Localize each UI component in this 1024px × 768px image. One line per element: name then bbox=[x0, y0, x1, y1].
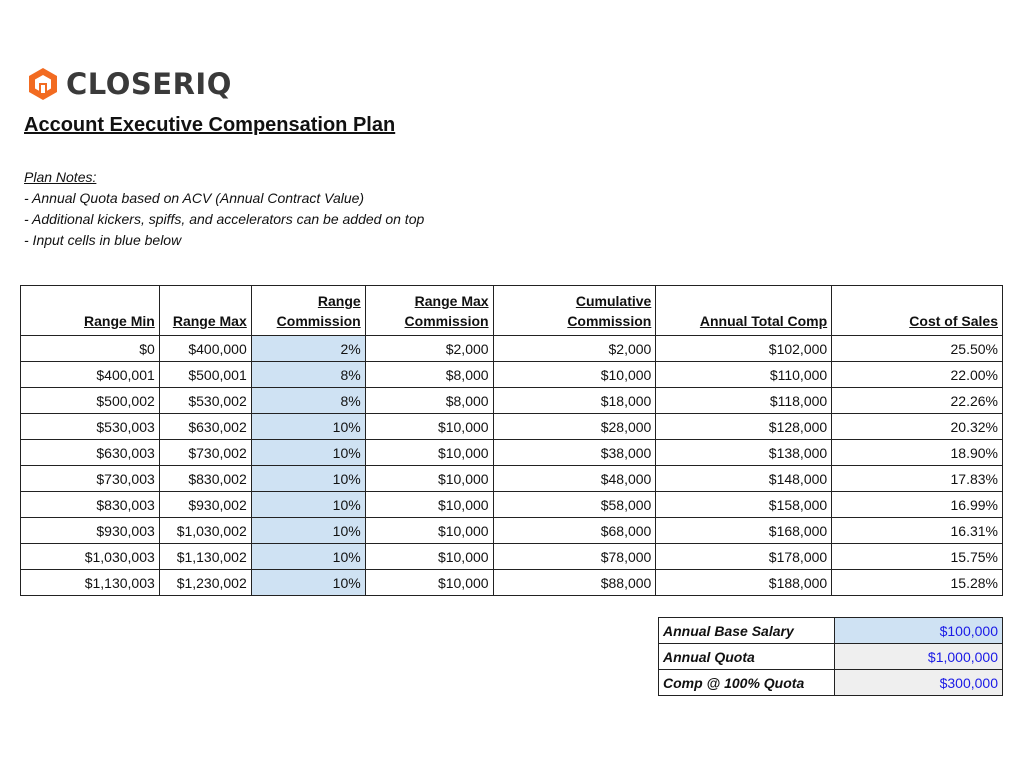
commission-table-body bbox=[21, 336, 1003, 596]
base-salary-value[interactable]: $100,000 bbox=[835, 618, 1003, 644]
table-row bbox=[21, 362, 1003, 388]
cumulative-commission-cell[interactable]: $10,000 bbox=[493, 362, 656, 388]
range-min-cell[interactable]: $730,003 bbox=[21, 466, 160, 492]
base-salary-label[interactable]: Annual Base Salary bbox=[659, 618, 835, 644]
annual-total-comp-cell[interactable]: $158,000 bbox=[656, 492, 832, 518]
cumulative-commission-cell[interactable]: $78,000 bbox=[493, 544, 656, 570]
range-commission-cell[interactable]: 10% bbox=[251, 518, 365, 544]
annual-total-comp-cell[interactable]: $168,000 bbox=[656, 518, 832, 544]
range-min-cell[interactable]: $930,003 bbox=[21, 518, 160, 544]
annual-total-comp-cell[interactable]: $148,000 bbox=[656, 466, 832, 492]
range-min-cell[interactable]: $530,003 bbox=[21, 414, 160, 440]
range-max-cell[interactable]: $500,001 bbox=[159, 362, 251, 388]
range-max-commission-cell[interactable]: $8,000 bbox=[365, 388, 493, 414]
cost-of-sales-cell[interactable]: 15.28% bbox=[832, 570, 1003, 596]
range-commission-cell[interactable]: 2% bbox=[251, 336, 365, 362]
table-row bbox=[21, 518, 1003, 544]
range-max-commission-cell[interactable]: $10,000 bbox=[365, 466, 493, 492]
comp-at-quota-value[interactable]: $300,000 bbox=[835, 670, 1003, 696]
brand-name: CLOSERIQ bbox=[66, 67, 232, 101]
range-min-cell[interactable]: $0 bbox=[21, 336, 160, 362]
table-row bbox=[21, 544, 1003, 570]
range-max-cell[interactable]: $1,030,002 bbox=[159, 518, 251, 544]
range-commission-cell[interactable]: 10% bbox=[251, 466, 365, 492]
range-commission-cell[interactable]: 10% bbox=[251, 544, 365, 570]
table-row bbox=[21, 414, 1003, 440]
range-max-commission-cell[interactable]: $10,000 bbox=[365, 518, 493, 544]
range-max-cell[interactable]: $730,002 bbox=[159, 440, 251, 466]
summary-row-comp bbox=[659, 670, 1003, 696]
header-cost-of-sales[interactable]: Cost of Sales bbox=[832, 286, 1003, 336]
header-range-max[interactable]: Range Max bbox=[159, 286, 251, 336]
cumulative-commission-cell[interactable]: $48,000 bbox=[493, 466, 656, 492]
range-max-commission-cell[interactable]: $10,000 bbox=[365, 414, 493, 440]
range-commission-cell[interactable]: 8% bbox=[251, 362, 365, 388]
cumulative-commission-cell[interactable]: $68,000 bbox=[493, 518, 656, 544]
annual-total-comp-cell[interactable]: $110,000 bbox=[656, 362, 832, 388]
cumulative-commission-cell[interactable]: $38,000 bbox=[493, 440, 656, 466]
range-max-commission-cell[interactable]: $10,000 bbox=[365, 570, 493, 596]
range-min-cell[interactable]: $630,003 bbox=[21, 440, 160, 466]
comp-at-quota-label[interactable]: Comp @ 100% Quota bbox=[659, 670, 835, 696]
range-max-commission-cell[interactable]: $10,000 bbox=[365, 544, 493, 570]
summary-row-base-salary bbox=[659, 618, 1003, 644]
header-cumulative-commission[interactable]: Cumulative Commission bbox=[493, 286, 656, 336]
range-max-commission-cell[interactable]: $10,000 bbox=[365, 492, 493, 518]
range-min-cell[interactable]: $500,002 bbox=[21, 388, 160, 414]
header-range-max-commission[interactable]: Range Max Commission bbox=[365, 286, 493, 336]
cost-of-sales-cell[interactable]: 22.26% bbox=[832, 388, 1003, 414]
closeriq-logo-icon bbox=[26, 66, 60, 102]
range-max-commission-cell[interactable]: $10,000 bbox=[365, 440, 493, 466]
range-max-cell[interactable]: $630,002 bbox=[159, 414, 251, 440]
cost-of-sales-cell[interactable]: 16.31% bbox=[832, 518, 1003, 544]
summary-row-quota bbox=[659, 644, 1003, 670]
annual-total-comp-cell[interactable]: $188,000 bbox=[656, 570, 832, 596]
cost-of-sales-cell[interactable]: 15.75% bbox=[832, 544, 1003, 570]
annual-total-comp-cell[interactable]: $102,000 bbox=[656, 336, 832, 362]
plan-note-item: - Input cells in blue below bbox=[24, 232, 182, 248]
range-min-cell[interactable]: $1,130,003 bbox=[21, 570, 160, 596]
header-range-commission[interactable]: Range Commission bbox=[251, 286, 365, 336]
annual-total-comp-cell[interactable]: $178,000 bbox=[656, 544, 832, 570]
annual-total-comp-cell[interactable]: $128,000 bbox=[656, 414, 832, 440]
range-commission-cell[interactable]: 10% bbox=[251, 492, 365, 518]
range-max-cell[interactable]: $530,002 bbox=[159, 388, 251, 414]
cost-of-sales-cell[interactable]: 22.00% bbox=[832, 362, 1003, 388]
table-row bbox=[21, 388, 1003, 414]
cost-of-sales-cell[interactable]: 18.90% bbox=[832, 440, 1003, 466]
header-range-min[interactable]: Range Min bbox=[21, 286, 160, 336]
annual-total-comp-cell[interactable]: $118,000 bbox=[656, 388, 832, 414]
range-max-cell[interactable]: $400,000 bbox=[159, 336, 251, 362]
range-max-cell[interactable]: $1,230,002 bbox=[159, 570, 251, 596]
header-annual-total-comp[interactable]: Annual Total Comp bbox=[656, 286, 832, 336]
cumulative-commission-cell[interactable]: $18,000 bbox=[493, 388, 656, 414]
brand-logo bbox=[26, 66, 232, 102]
cumulative-commission-cell[interactable]: $28,000 bbox=[493, 414, 656, 440]
range-min-cell[interactable]: $1,030,003 bbox=[21, 544, 160, 570]
cumulative-commission-cell[interactable]: $88,000 bbox=[493, 570, 656, 596]
range-max-cell[interactable]: $1,130,002 bbox=[159, 544, 251, 570]
cost-of-sales-cell[interactable]: 17.83% bbox=[832, 466, 1003, 492]
plan-notes bbox=[24, 167, 424, 251]
table-row bbox=[21, 492, 1003, 518]
cost-of-sales-cell[interactable]: 25.50% bbox=[832, 336, 1003, 362]
plan-note-item: - Additional kickers, spiffs, and accelerators can be added on top bbox=[24, 211, 425, 227]
range-commission-cell[interactable]: 10% bbox=[251, 440, 365, 466]
annual-total-comp-cell[interactable]: $138,000 bbox=[656, 440, 832, 466]
plan-notes-heading: Plan Notes: bbox=[24, 169, 97, 185]
cost-of-sales-cell[interactable]: 20.32% bbox=[832, 414, 1003, 440]
table-row bbox=[21, 336, 1003, 362]
cumulative-commission-cell[interactable]: $2,000 bbox=[493, 336, 656, 362]
range-commission-cell[interactable]: 8% bbox=[251, 388, 365, 414]
cost-of-sales-cell[interactable]: 16.99% bbox=[832, 492, 1003, 518]
annual-quota-label[interactable]: Annual Quota bbox=[659, 644, 835, 670]
table-row bbox=[21, 466, 1003, 492]
cumulative-commission-cell[interactable]: $58,000 bbox=[493, 492, 656, 518]
range-commission-cell[interactable]: 10% bbox=[251, 570, 365, 596]
table-row bbox=[21, 440, 1003, 466]
range-min-cell[interactable]: $400,001 bbox=[21, 362, 160, 388]
page-title: Account Executive Compensation Plan bbox=[24, 114, 396, 136]
plan-note-item: - Annual Quota based on ACV (Annual Contract Value) bbox=[24, 190, 365, 206]
range-max-cell[interactable]: $930,002 bbox=[159, 492, 251, 518]
commission-table bbox=[20, 285, 1003, 596]
table-row bbox=[21, 570, 1003, 596]
range-max-commission-cell[interactable]: $2,000 bbox=[365, 336, 493, 362]
summary-table bbox=[658, 617, 1003, 696]
annual-quota-value[interactable]: $1,000,000 bbox=[835, 644, 1003, 670]
range-min-cell[interactable]: $830,003 bbox=[21, 492, 160, 518]
range-max-cell[interactable]: $830,002 bbox=[159, 466, 251, 492]
range-max-commission-cell[interactable]: $8,000 bbox=[365, 362, 493, 388]
range-commission-cell[interactable]: 10% bbox=[251, 414, 365, 440]
